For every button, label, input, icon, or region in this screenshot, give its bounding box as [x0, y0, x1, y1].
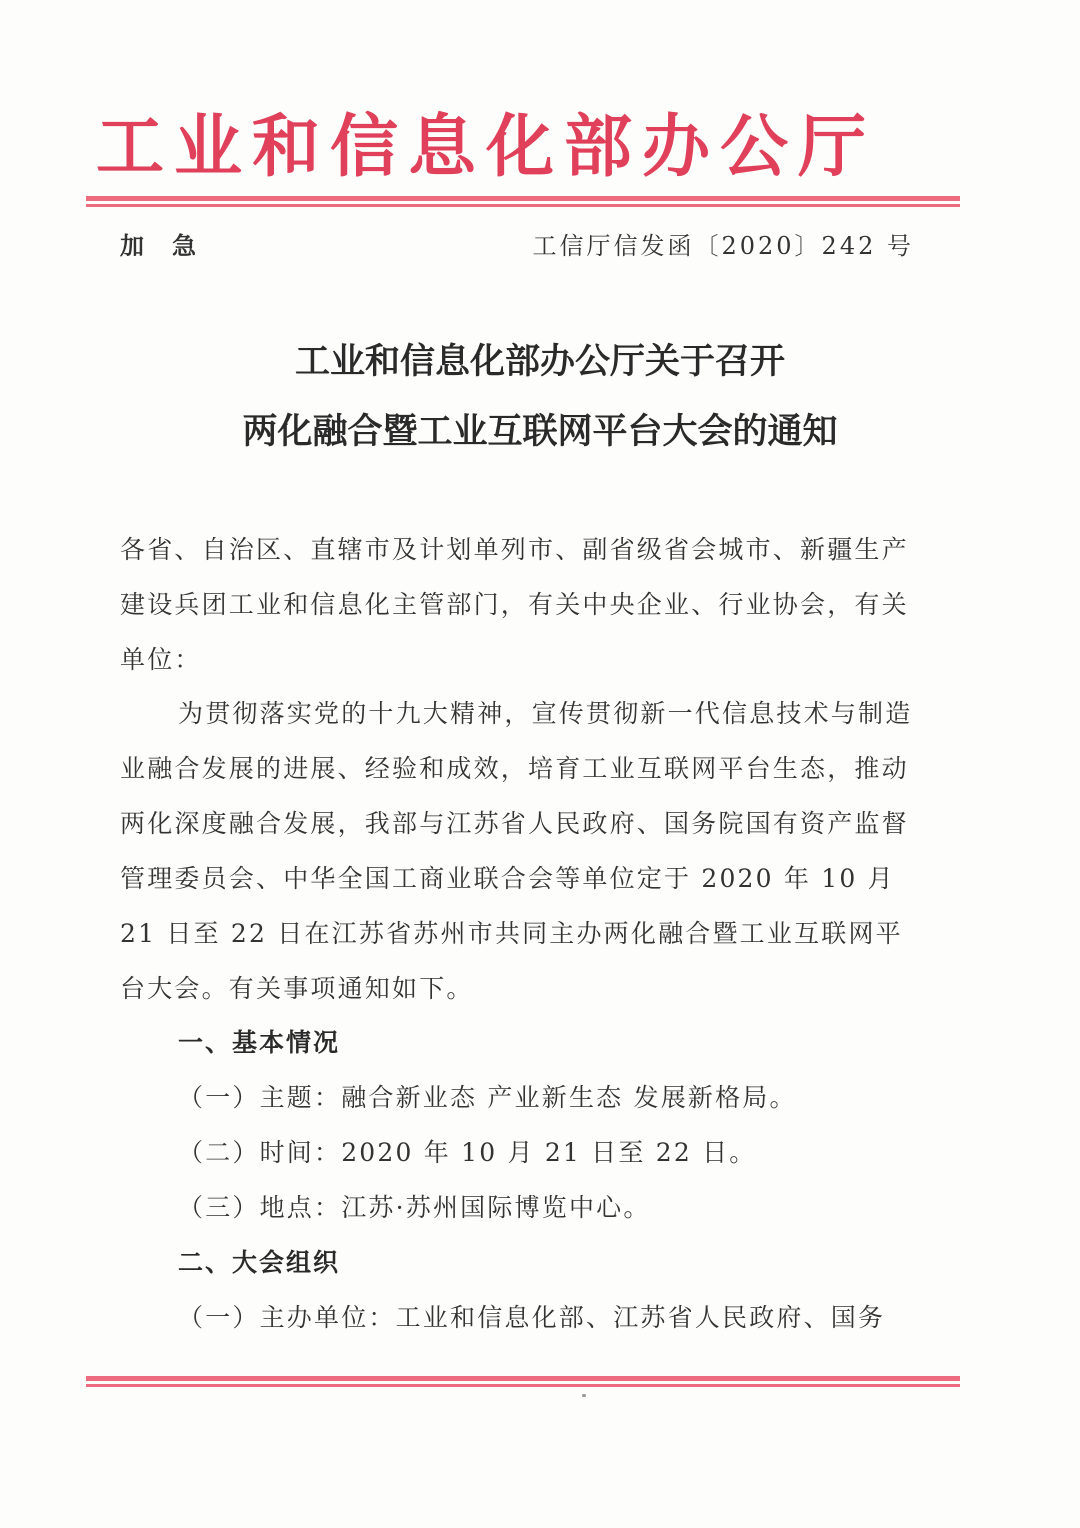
section1-item-time: （二）时间：2020 年 10 月 21 日至 22 日。: [178, 1138, 757, 1167]
rule-thick-line: [86, 1376, 960, 1381]
footer-red-rule: [86, 1376, 960, 1388]
section-heading-organization: 二、大会组织: [178, 1248, 341, 1277]
addressee-paragraph: 各省、自治区、直辖市及计划单列市、副省级省会城市、新疆生产建设兵团工业和信息化主管部门，有关中央企业、行业协会，有关单位：: [120, 535, 909, 674]
rule-thin-line: [86, 1384, 960, 1387]
rule-thick-line: [86, 196, 960, 201]
section1-item-theme: （一）主题：融合新业态 产业新生态 发展新格局。: [178, 1083, 797, 1112]
section2-item-organizers: （一）主办单位：工业和信息化部、江苏省人民政府、国务: [178, 1303, 886, 1332]
masthead-title: 工业和信息化部办公厅: [96, 108, 877, 187]
document-number: 工信厅信发函〔2020〕242 号: [532, 232, 914, 260]
rule-thin-line: [86, 204, 960, 207]
document-title-line-1: 工业和信息化部办公厅关于召开: [294, 341, 785, 382]
urgency-label: 加急: [120, 232, 224, 260]
body-paragraph-intro: 为贯彻落实党的十九大精神，宣传贯彻新一代信息技术与制造业融合发展的进展、经验和成效，培育工业互联网平台生态，推动两化深度融合发展，我部与江苏省人民政府、国务院国有资产监督管理委员会、中华全国工商业联合会等单位定于 2020 年 10 月 21 日至 22 日在江苏省苏州市共同主办两化融合暨工业互联网平台大会。有关事项通知如下。: [120, 699, 913, 1003]
masthead-red-rule: [86, 196, 960, 208]
document-title-line-2: 两化融合暨工业互联网平台大会的通知: [242, 411, 838, 452]
page-mark-dot: [582, 1394, 586, 1397]
section-heading-basic-info: 一、基本情况: [178, 1028, 341, 1057]
section1-item-location: （三）地点：江苏·苏州国际博览中心。: [178, 1193, 651, 1222]
